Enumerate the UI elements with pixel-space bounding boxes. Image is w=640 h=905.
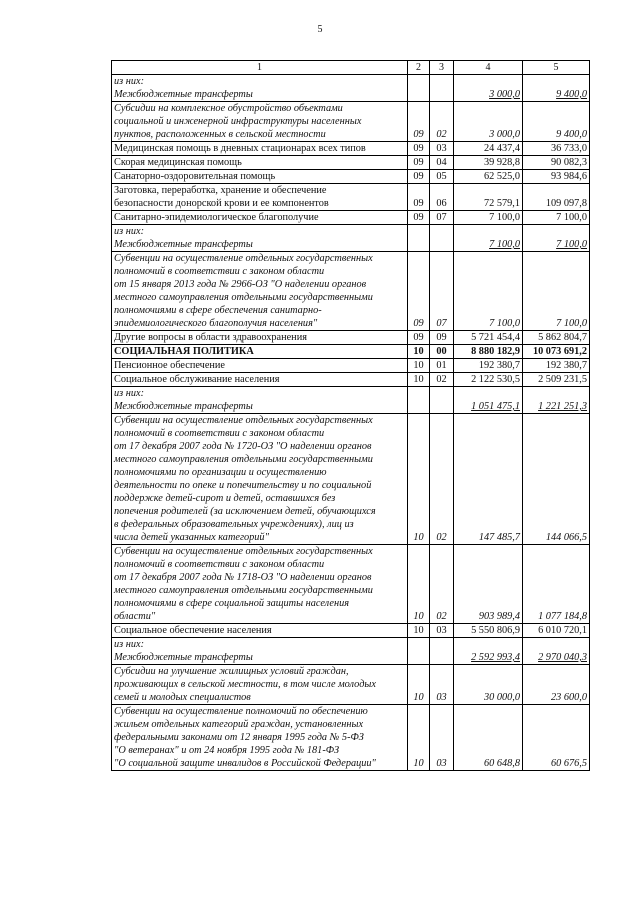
subsection-code: 03 [430,665,454,705]
amount-col5: 90 082,3 [523,156,590,170]
subsection-code: 09 [430,331,454,345]
section-code: 09 [408,252,430,331]
row-name: Субсидии на комплексное обустройство объектами социальной и инженерной инфраструктуры населенных пунктов, расположенных в сельской местности [112,102,408,142]
amount-col4: 5 721 454,4 [454,331,523,345]
table-row [112,345,590,359]
row-name: из них: Межбюджетные трансферты [112,225,408,252]
column-number-row [112,61,590,75]
section-code: 09 [408,170,430,184]
subsection-code: 03 [430,705,454,771]
column-header: 3 [430,61,454,75]
amount-col5: 9 400,0 [523,102,590,142]
amount-col4: 5 550 806,9 [454,624,523,638]
amount-col5: 109 097,8 [523,184,590,211]
row-name: Пенсионное обеспечение [112,359,408,373]
table-row [112,624,590,638]
section-code [408,387,430,414]
table-row [112,142,590,156]
row-name: из них: Межбюджетные трансферты [112,75,408,102]
table-row [112,387,590,414]
row-name: из них: Межбюджетные трансферты [112,638,408,665]
row-name: СОЦИАЛЬНАЯ ПОЛИТИКА [112,345,408,359]
amount-col5: 93 984,6 [523,170,590,184]
row-name: Санаторно-оздоровительная помощь [112,170,408,184]
amount-col4: 39 928,8 [454,156,523,170]
row-name: Субсидии на улучшение жилищных условий граждан, проживающих в сельской местности, в том числе молодых семей и молодых специалистов [112,665,408,705]
amount-col4: 147 485,7 [454,414,523,545]
table-row [112,545,590,624]
table-row [112,638,590,665]
subsection-code: 03 [430,624,454,638]
table-row [112,414,590,545]
column-header: 4 [454,61,523,75]
subsection-code [430,638,454,665]
amount-col4: 7 100,0 [454,225,523,252]
subsection-code: 02 [430,545,454,624]
section-code: 09 [408,184,430,211]
table-row [112,252,590,331]
amount-col5: 9 400,0 [523,75,590,102]
table-row [112,225,590,252]
table-row [112,705,590,771]
row-name: Другие вопросы в области здравоохранения [112,331,408,345]
section-code [408,75,430,102]
section-code: 10 [408,414,430,545]
table-row [112,665,590,705]
subsection-code: 04 [430,156,454,170]
amount-col4: 60 648,8 [454,705,523,771]
row-name: Заготовка, переработка, хранение и обеспечение безопасности донорской крови и ее компонентов [112,184,408,211]
table-row [112,211,590,225]
amount-col5: 60 676,5 [523,705,590,771]
amount-col5: 23 600,0 [523,665,590,705]
amount-col4: 72 579,1 [454,184,523,211]
amount-col5: 144 066,5 [523,414,590,545]
table-row [112,184,590,211]
section-code: 10 [408,665,430,705]
amount-col4: 7 100,0 [454,211,523,225]
amount-col4: 8 880 182,9 [454,345,523,359]
subsection-code [430,225,454,252]
amount-col5: 5 862 804,7 [523,331,590,345]
amount-col5: 2 509 231,5 [523,373,590,387]
amount-col5: 36 733,0 [523,142,590,156]
subsection-code: 01 [430,359,454,373]
subsection-code: 02 [430,373,454,387]
section-code: 10 [408,345,430,359]
row-name: Социальное обслуживание населения [112,373,408,387]
amount-col5: 1 221 251,3 [523,387,590,414]
amount-col4: 3 000,0 [454,102,523,142]
table-row [112,75,590,102]
section-code: 09 [408,102,430,142]
budget-table [111,60,590,771]
column-header: 1 [112,61,408,75]
amount-col4: 192 380,7 [454,359,523,373]
table-row [112,331,590,345]
amount-col5: 7 100,0 [523,211,590,225]
amount-col5: 1 077 184,8 [523,545,590,624]
section-code [408,225,430,252]
row-name: Скорая медицинская помощь [112,156,408,170]
amount-col5: 6 010 720,1 [523,624,590,638]
row-name: Субвенции на осуществление отдельных государственных полномочий в соответствии с законом области от 17 декабря 2007 года № 1718-ОЗ "О наделении органов местного самоуправления отдельными государственными полномочиями в сфере социальной защиты населения области" [112,545,408,624]
row-name: Медицинская помощь в дневных стационарах всех типов [112,142,408,156]
subsection-code: 06 [430,184,454,211]
amount-col4: 7 100,0 [454,252,523,331]
section-code: 10 [408,545,430,624]
row-name: Санитарно-эпидемиологическое благополучие [112,211,408,225]
amount-col5: 2 970 040,3 [523,638,590,665]
row-name: Субвенции на осуществление полномочий по обеспечению жильем отдельных категорий граждан, установленных федеральными законами от 12 января 1995 года № 5-ФЗ "О ветеранах" и от 24 ноября 1995 года № 181-ФЗ "О социальной защите инвалидов в Российской Федерации" [112,705,408,771]
amount-col4: 24 437,4 [454,142,523,156]
amount-col4: 903 989,4 [454,545,523,624]
amount-col5: 7 100,0 [523,225,590,252]
row-name: из них: Межбюджетные трансферты [112,387,408,414]
subsection-code: 02 [430,102,454,142]
section-code: 09 [408,156,430,170]
table-row [112,170,590,184]
table-row [112,102,590,142]
subsection-code: 05 [430,170,454,184]
row-name: Субвенции на осуществление отдельных государственных полномочий в соответствии с законом области от 17 декабря 2007 года № 1720-ОЗ "О наделении органов местного самоуправления отдельными государственными полномочиями по организации и осуществлению деятельности по опеке и попечительству и по социальной поддержке детей-сирот и детей, оставшихся без попечения родителей (за исключением детей, обучающихся в федеральных образовательных учреждениях), лиц из числа детей указанных категорий" [112,414,408,545]
column-header: 2 [408,61,430,75]
amount-col4: 1 051 475,1 [454,387,523,414]
subsection-code: 03 [430,142,454,156]
table-row [112,359,590,373]
amount-col4: 3 000,0 [454,75,523,102]
amount-col4: 62 525,0 [454,170,523,184]
subsection-code: 02 [430,414,454,545]
column-header: 5 [523,61,590,75]
subsection-code: 07 [430,252,454,331]
amount-col5: 10 073 691,2 [523,345,590,359]
table-row [112,156,590,170]
section-code: 09 [408,331,430,345]
amount-col5: 192 380,7 [523,359,590,373]
section-code: 10 [408,705,430,771]
section-code: 10 [408,624,430,638]
amount-col5: 7 100,0 [523,252,590,331]
page-number: 5 [317,24,323,35]
row-name: Социальное обеспечение населения [112,624,408,638]
section-code: 09 [408,211,430,225]
subsection-code [430,75,454,102]
table-row [112,373,590,387]
amount-col4: 30 000,0 [454,665,523,705]
table-body [112,75,590,771]
section-code: 09 [408,142,430,156]
row-name: Субвенции на осуществление отдельных государственных полномочий в соответствии с законом области от 15 января 2013 года № 2966-ОЗ "О наделении органов местного самоуправления отдельными государственными полномочиями в сфере обеспечения санитарно- эпидемиологического благополучия населения" [112,252,408,331]
section-code: 10 [408,373,430,387]
section-code: 10 [408,359,430,373]
amount-col4: 2 592 993,4 [454,638,523,665]
subsection-code: 07 [430,211,454,225]
amount-col4: 2 122 530,5 [454,373,523,387]
subsection-code [430,387,454,414]
subsection-code: 00 [430,345,454,359]
section-code [408,638,430,665]
